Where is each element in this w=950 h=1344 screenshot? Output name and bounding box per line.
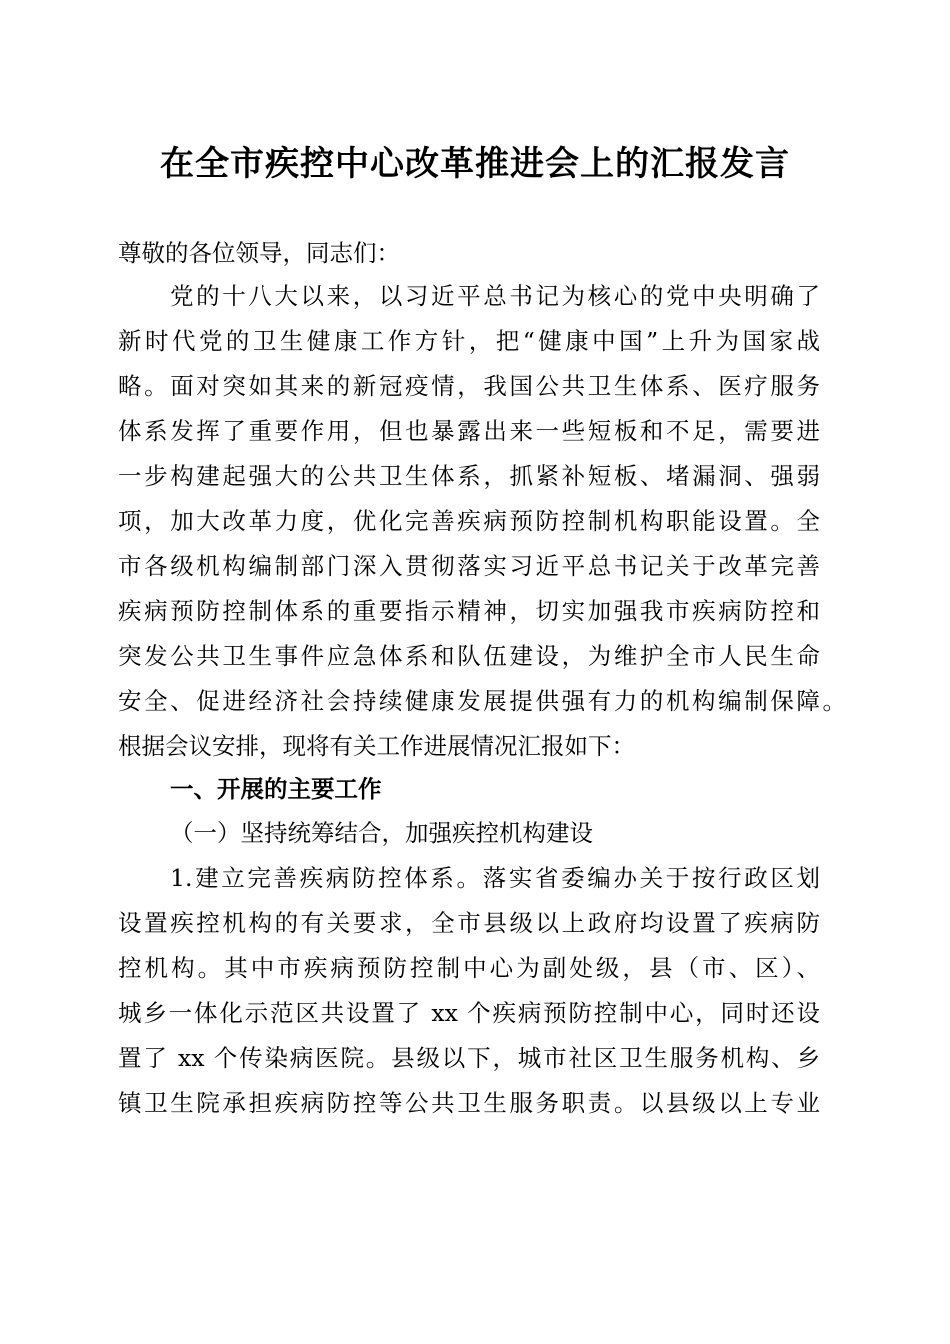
paragraph-line: 根据会议安排，现将有关工作进展情况汇报如下：	[118, 732, 635, 760]
section-heading: 一、开展的主要工作	[170, 775, 382, 803]
paragraph-line: 疾病预防控制体系的重要指示精神，切实加强我市疾病防控和	[118, 597, 820, 625]
paragraph-line: 一步构建起强大的公共卫生体系，抓紧补短板、堵漏洞、强弱	[118, 462, 820, 490]
paragraph-line: 新时代党的卫生健康工作方针，把“健康中国”上升为国家战	[118, 327, 820, 355]
paragraph-line: 设置疾控机构的有关要求，全市县级以上政府均设置了疾病防	[118, 909, 820, 937]
paragraph-line: 控机构。其中市疾病预防控制中心为副处级，县（市、区）、	[118, 954, 820, 982]
paragraph-line: 城乡一体化示范区共设置了 xx 个疾病预防控制中心，同时还设	[118, 999, 820, 1027]
subsection-heading: （一）坚持统筹结合，加强疾控机构建设	[170, 819, 593, 847]
paragraph-line: 镇卫生院承担疾病防控等公共卫生服务职责。以县级以上专业	[118, 1089, 820, 1117]
paragraph-line: 突发公共卫生事件应急体系和队伍建设，为维护全市人民生命	[118, 642, 820, 670]
paragraph-line: 项，加大改革力度，优化完善疾病预防控制机构职能设置。全	[118, 507, 820, 535]
paragraph-line: 市各级机构编制部门深入贯彻落实习近平总书记关于改革完善	[118, 552, 820, 580]
paragraph-line: 1.建立完善疾病防控体系。落实省委编办关于按行政区划	[170, 864, 820, 892]
document-title: 在全市疾控中心改革推进会上的汇报发言	[160, 144, 790, 184]
paragraph-line: 体系发挥了重要作用，但也暴露出来一些短板和不足，需要进	[118, 417, 820, 445]
paragraph-line: 党的十八大以来，以习近平总书记为核心的党中央明确了	[170, 282, 820, 310]
paragraph-line: 安全、促进经济社会持续健康发展提供强有力的机构编制保障。	[118, 687, 846, 715]
greeting: 尊敬的各位领导，同志们：	[118, 239, 400, 267]
paragraph-line: 置了 xx 个传染病医院。县级以下，城市社区卫生服务机构、乡	[118, 1044, 820, 1072]
paragraph-line: 略。面对突如其来的新冠疫情，我国公共卫生体系、医疗服务	[118, 372, 820, 400]
